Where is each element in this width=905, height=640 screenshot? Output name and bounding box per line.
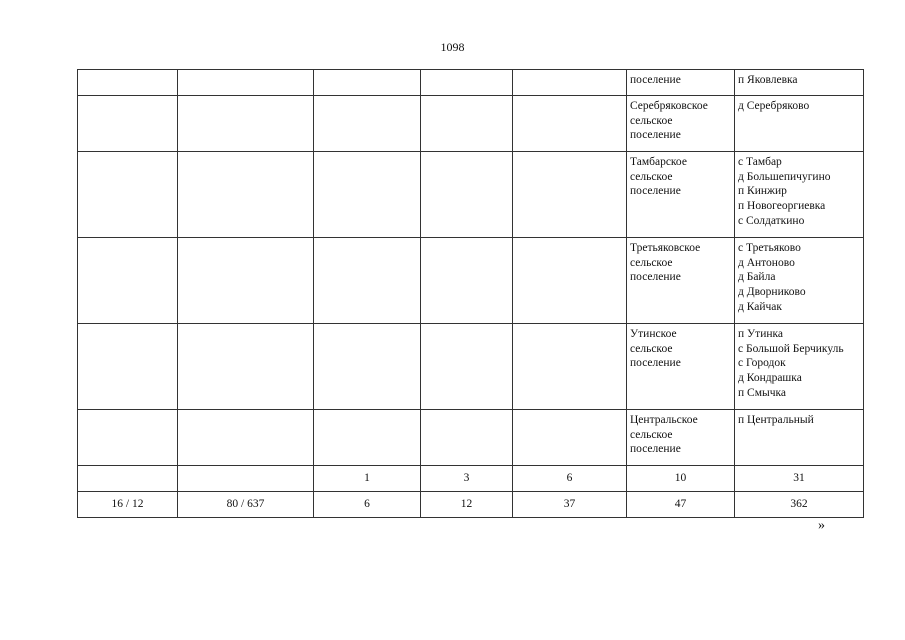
empty-cell bbox=[421, 152, 513, 238]
settlement-name-line: сельское bbox=[630, 256, 673, 269]
empty-cell bbox=[314, 238, 421, 324]
empty-cell bbox=[178, 324, 314, 410]
settlement-name-line: поселение bbox=[630, 357, 681, 370]
empty-cell bbox=[78, 96, 178, 152]
table-row bbox=[78, 410, 864, 466]
empty-cell bbox=[314, 152, 421, 238]
total-row bbox=[78, 492, 864, 518]
locality-name: п Центральный bbox=[738, 414, 814, 426]
empty-cell bbox=[513, 152, 627, 238]
settlement-name-line: Серебряковское bbox=[630, 100, 708, 112]
table-row bbox=[78, 96, 864, 152]
locality-name: д Дворниково bbox=[738, 286, 806, 299]
empty-cell bbox=[513, 70, 627, 96]
settlement-name-cell bbox=[627, 152, 735, 238]
locality-name: д Кондрашка bbox=[738, 372, 802, 385]
settlement-name-line: поселение bbox=[630, 129, 681, 142]
subtotal-row-cell: 1 bbox=[314, 466, 421, 492]
empty-cell bbox=[513, 410, 627, 466]
empty-cell bbox=[421, 96, 513, 152]
empty-cell bbox=[513, 238, 627, 324]
empty-cell bbox=[178, 152, 314, 238]
empty-cell bbox=[178, 70, 314, 96]
settlement-name-line: сельское bbox=[630, 114, 673, 127]
total-row-cell: 12 bbox=[421, 492, 513, 518]
empty-cell bbox=[314, 324, 421, 410]
settlement-name-line: Утинское bbox=[630, 328, 677, 340]
settlement-name-cell bbox=[627, 324, 735, 410]
table-row bbox=[78, 238, 864, 324]
locality-name: д Кайчак bbox=[738, 300, 782, 313]
subtotal-row-cell: 31 bbox=[735, 466, 864, 492]
empty-cell bbox=[314, 96, 421, 152]
localities-cell bbox=[735, 96, 864, 152]
localities-cell bbox=[735, 410, 864, 466]
empty-cell bbox=[421, 410, 513, 466]
settlement-name-line: поселение bbox=[630, 74, 681, 86]
subtotal-row-cell: 10 bbox=[627, 466, 735, 492]
empty-cell bbox=[314, 70, 421, 96]
empty-cell bbox=[178, 96, 314, 152]
empty-cell bbox=[78, 238, 178, 324]
locality-name: д Большепичугино bbox=[738, 170, 831, 183]
table-body bbox=[78, 70, 864, 518]
total-row-cell: 6 bbox=[314, 492, 421, 518]
localities-cell bbox=[735, 324, 864, 410]
locality-name: п Кинжир bbox=[738, 185, 787, 198]
empty-cell bbox=[421, 324, 513, 410]
empty-cell bbox=[78, 410, 178, 466]
locality-name: п Яковлевка bbox=[738, 74, 798, 86]
total-row-cell: 16 / 12 bbox=[78, 492, 178, 518]
settlement-name-line: Тамбарское bbox=[630, 156, 687, 168]
locality-name: д Антоново bbox=[738, 256, 795, 269]
settlement-name-line: Третьяковское bbox=[630, 242, 701, 254]
settlement-name-line: поселение bbox=[630, 443, 681, 456]
settlement-name-line: поселение bbox=[630, 271, 681, 284]
empty-cell bbox=[178, 410, 314, 466]
settlement-name-cell bbox=[627, 238, 735, 324]
subtotal-row-cell: 6 bbox=[513, 466, 627, 492]
locality-name: д Серебряково bbox=[738, 100, 810, 112]
table-row bbox=[78, 152, 864, 238]
settlement-name-cell bbox=[627, 410, 735, 466]
settlement-name-cell bbox=[627, 70, 735, 96]
table-row bbox=[78, 324, 864, 410]
locality-name: с Городок bbox=[738, 357, 786, 370]
settlement-name-line: сельское bbox=[630, 170, 673, 183]
settlements-table bbox=[77, 69, 864, 518]
locality-name: с Тамбар bbox=[738, 156, 782, 168]
table-row bbox=[78, 70, 864, 96]
total-row-cell: 37 bbox=[513, 492, 627, 518]
subtotal-row-cell bbox=[178, 466, 314, 492]
empty-cell bbox=[421, 70, 513, 96]
locality-name: с Солдаткино bbox=[738, 214, 805, 227]
localities-cell bbox=[735, 238, 864, 324]
locality-name: с Большой Берчикуль bbox=[738, 342, 844, 355]
total-row-cell: 80 / 637 bbox=[178, 492, 314, 518]
page-number: 1098 bbox=[440, 40, 465, 54]
settlement-name-line: Центральское bbox=[630, 414, 698, 426]
locality-name: п Смычка bbox=[738, 386, 787, 399]
localities-cell bbox=[735, 70, 864, 96]
settlement-name-line: сельское bbox=[630, 428, 673, 441]
empty-cell bbox=[314, 410, 421, 466]
localities-cell bbox=[735, 152, 864, 238]
empty-cell bbox=[178, 238, 314, 324]
settlement-name-cell bbox=[627, 96, 735, 152]
closing-quote-mark: » bbox=[818, 518, 825, 533]
total-row-cell: 47 bbox=[627, 492, 735, 518]
settlement-name-line: сельское bbox=[630, 342, 673, 355]
empty-cell bbox=[513, 96, 627, 152]
empty-cell bbox=[78, 324, 178, 410]
total-row-cell: 362 bbox=[735, 492, 864, 518]
empty-cell bbox=[78, 70, 178, 96]
empty-cell bbox=[78, 152, 178, 238]
subtotal-row-cell: 3 bbox=[421, 466, 513, 492]
locality-name: с Третьяково bbox=[738, 242, 801, 254]
empty-cell bbox=[513, 324, 627, 410]
locality-name: д Байла bbox=[738, 271, 776, 284]
subtotal-row bbox=[78, 466, 864, 492]
subtotal-row-cell bbox=[78, 466, 178, 492]
locality-name: п Новогеоргиевка bbox=[738, 200, 826, 213]
settlement-name-line: поселение bbox=[630, 185, 681, 198]
locality-name: п Утинка bbox=[738, 328, 784, 340]
empty-cell bbox=[421, 238, 513, 324]
